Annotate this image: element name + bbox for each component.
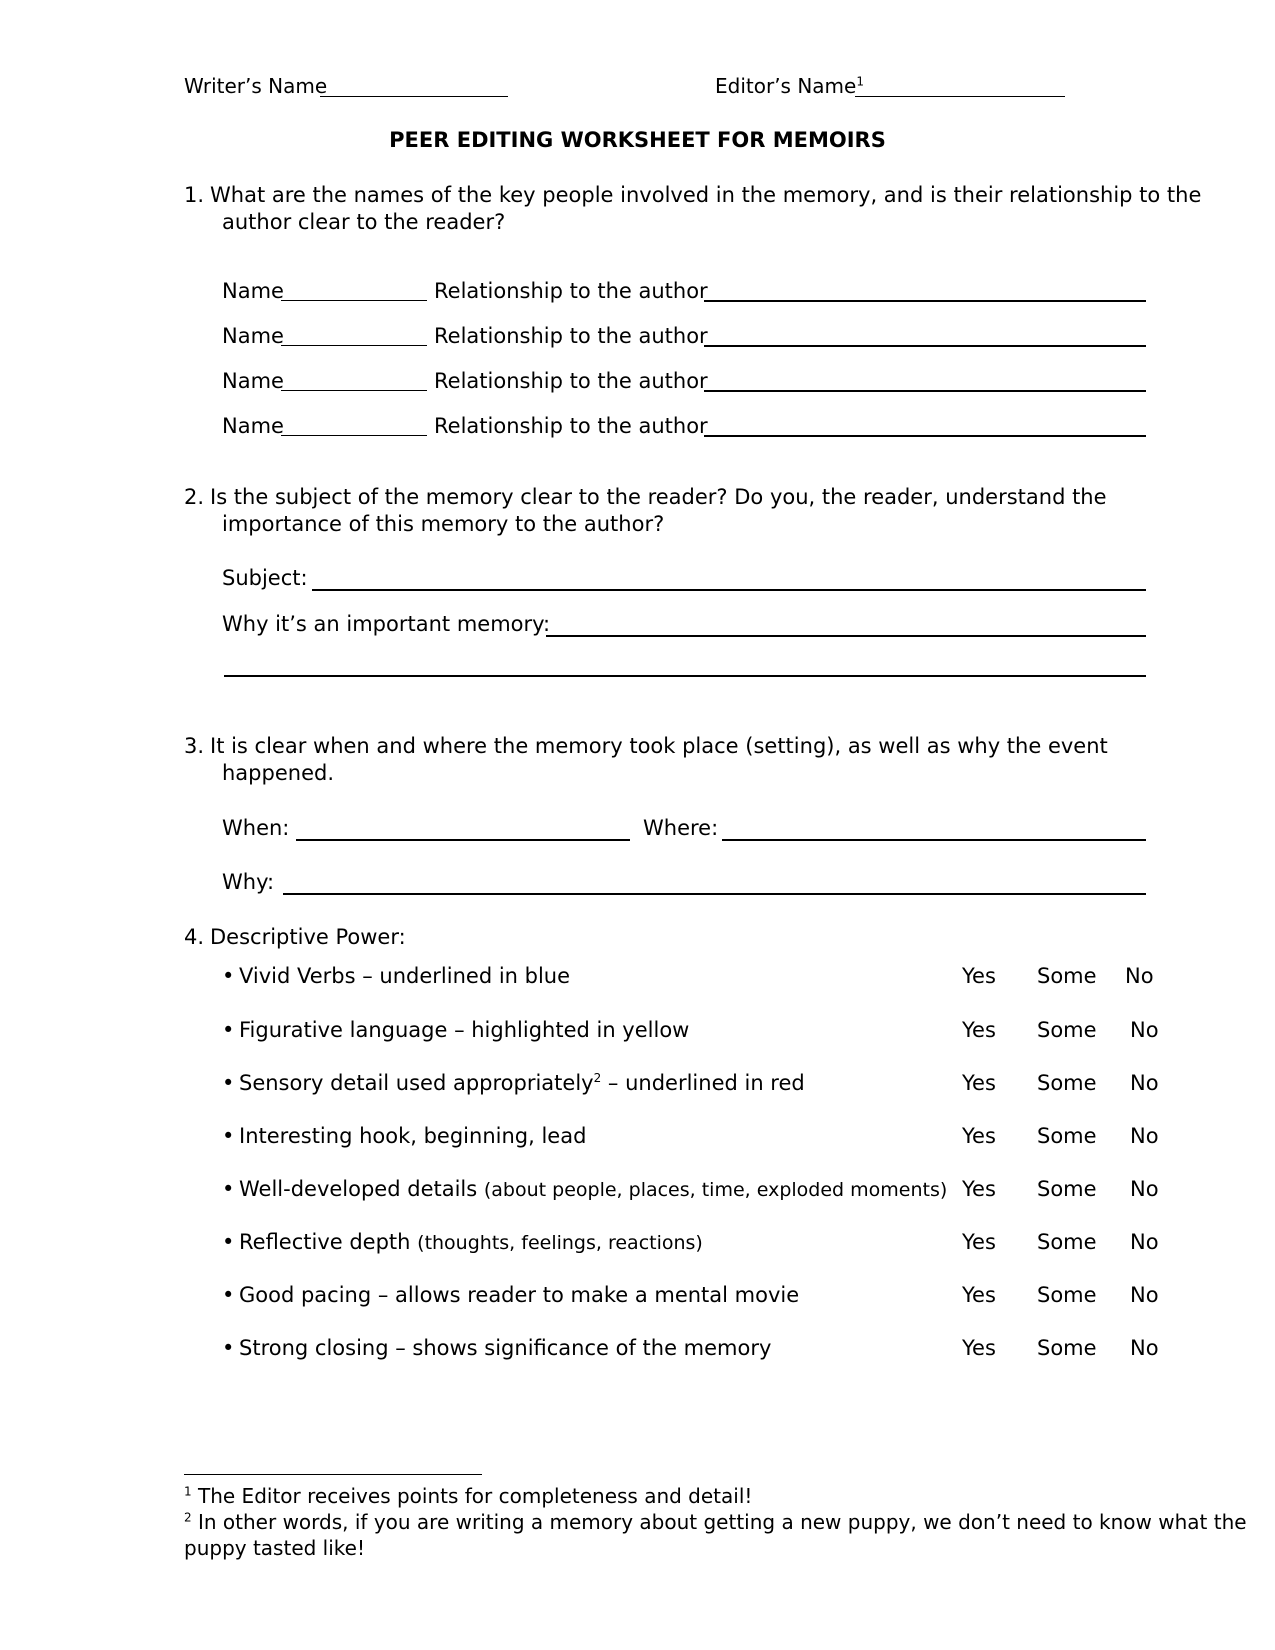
q4-bullet: • (222, 1230, 235, 1254)
q1-relationship-field[interactable] (704, 345, 1146, 347)
rating-yes[interactable]: Yes (962, 1177, 996, 1201)
rating-some[interactable]: Some (1037, 1071, 1097, 1095)
footnote-ref-1: 1 (856, 74, 864, 89)
rating-yes[interactable]: Yes (962, 1283, 996, 1307)
why-important-label: Why it’s an important memory: (222, 612, 551, 636)
q3-number: 3. (184, 734, 205, 758)
rating-some[interactable]: Some (1037, 1018, 1097, 1042)
when-field[interactable] (296, 839, 630, 841)
why-important-field-line2[interactable] (224, 675, 1146, 677)
q4-bullet: • (222, 1071, 235, 1095)
rating-some[interactable]: Some (1037, 1336, 1097, 1360)
q4-item-label: Vivid Verbs – underlined in blue (239, 964, 571, 988)
q1-text-line1: What are the names of the key people involved in the memory, and is their relationship to the (210, 183, 1202, 207)
q4-bullet: • (222, 1283, 235, 1307)
q1-name-field[interactable] (281, 435, 427, 436)
rating-no[interactable]: No (1130, 1124, 1159, 1148)
rating-yes[interactable]: Yes (962, 1124, 996, 1148)
q1-name-field[interactable] (281, 390, 427, 391)
footnote-2-line2: puppy tasted like! (184, 1536, 365, 1560)
why-label: Why: (222, 870, 275, 894)
where-field[interactable] (722, 839, 1146, 841)
q4-bullet: • (222, 1018, 235, 1042)
subject-field[interactable] (312, 589, 1146, 591)
q1-name-field[interactable] (281, 300, 427, 301)
rating-some[interactable]: Some (1037, 1124, 1097, 1148)
q1-name-label: Name (222, 414, 284, 438)
why-important-field[interactable] (546, 635, 1146, 637)
rating-no[interactable]: No (1130, 1018, 1159, 1042)
q4-item-label: Reflective depth (thoughts, feelings, reactions) (239, 1230, 703, 1254)
q4-number: 4. (184, 925, 205, 949)
rating-some[interactable]: Some (1037, 1283, 1097, 1307)
rating-no[interactable]: No (1130, 1230, 1159, 1254)
footnote-2-marker: 2 (184, 1510, 192, 1525)
q1-relationship-label: Relationship to the author (434, 414, 708, 438)
q4-bullet: • (222, 1177, 235, 1201)
q4-item-label: Well-developed details (about people, places, time, exploded moments) (239, 1177, 948, 1201)
q4-bullet: • (222, 964, 235, 988)
rating-no[interactable]: No (1130, 1283, 1159, 1307)
footnote-ref-2: 2 (593, 1071, 602, 1085)
q1-name-label: Name (222, 369, 284, 393)
q1-relationship-label: Relationship to the author (434, 369, 708, 393)
page-title: PEER EDITING WORKSHEET FOR MEMOIRS (389, 128, 886, 152)
editor-name-label: Editor’s Name$^1$ (715, 74, 864, 98)
q4-item-label: Good pacing – allows reader to make a mental movie (239, 1283, 800, 1307)
when-label: When: (222, 816, 290, 840)
rating-some[interactable]: Some (1037, 964, 1097, 988)
q1-relationship-label: Relationship to the author (434, 279, 708, 303)
why-field[interactable] (283, 893, 1146, 895)
q4-item-label: Strong closing – shows significance of the memory (239, 1336, 772, 1360)
rating-some[interactable]: Some (1037, 1230, 1097, 1254)
q1-relationship-field[interactable] (704, 435, 1146, 437)
footnote-1-marker: 1 (184, 1484, 192, 1499)
q3-text-line2: happened. (222, 761, 334, 785)
q1-relationship-field[interactable] (704, 390, 1146, 392)
writer-name-field[interactable] (320, 96, 508, 97)
rating-some[interactable]: Some (1037, 1177, 1097, 1201)
footnote-divider (184, 1474, 482, 1475)
q4-bullet: • (222, 1336, 235, 1360)
q1-name-label: Name (222, 324, 284, 348)
rating-no[interactable]: No (1125, 964, 1154, 988)
rating-yes[interactable]: Yes (962, 1230, 996, 1254)
q4-heading: Descriptive Power: (210, 925, 406, 949)
rating-yes[interactable]: Yes (962, 964, 996, 988)
q1-name-label: Name (222, 279, 284, 303)
rating-yes[interactable]: Yes (962, 1336, 996, 1360)
q2-text-line2: importance of this memory to the author? (222, 512, 665, 536)
q3-text-line1: It is clear when and where the memory took place (setting), as well as why the event (210, 734, 1108, 758)
rating-yes[interactable]: Yes (962, 1018, 996, 1042)
rating-no[interactable]: No (1130, 1071, 1159, 1095)
writer-name-label: Writer’s Name (184, 74, 328, 98)
q1-name-field[interactable] (281, 345, 427, 346)
q2-number: 2. (184, 485, 205, 509)
footnote-1: $^1$ The Editor receives points for completeness and detail! (184, 1484, 753, 1508)
rating-yes[interactable]: Yes (962, 1071, 996, 1095)
rating-no[interactable]: No (1130, 1336, 1159, 1360)
q1-relationship-label: Relationship to the author (434, 324, 708, 348)
q4-item-label: Figurative language – highlighted in yellow (239, 1018, 690, 1042)
editor-name-field[interactable] (855, 96, 1065, 97)
where-label: Where: (643, 816, 719, 840)
q1-relationship-field[interactable] (704, 300, 1146, 302)
q4-item-label: Sensory detail used appropriately$^2$ – underlined in red (239, 1071, 805, 1095)
q1-number: 1. (184, 183, 205, 207)
rating-no[interactable]: No (1130, 1177, 1159, 1201)
q4-item-label: Interesting hook, beginning, lead (239, 1124, 587, 1148)
q4-bullet: • (222, 1124, 235, 1148)
q2-text-line1: Is the subject of the memory clear to the reader? Do you, the reader, understand the (210, 485, 1107, 509)
footnote-2-line1: $^2$ In other words, if you are writing a memory about getting a new puppy, we don’t need to know what the (184, 1510, 1247, 1534)
q1-text-line2: author clear to the reader? (222, 210, 506, 234)
subject-label: Subject: (222, 566, 308, 590)
